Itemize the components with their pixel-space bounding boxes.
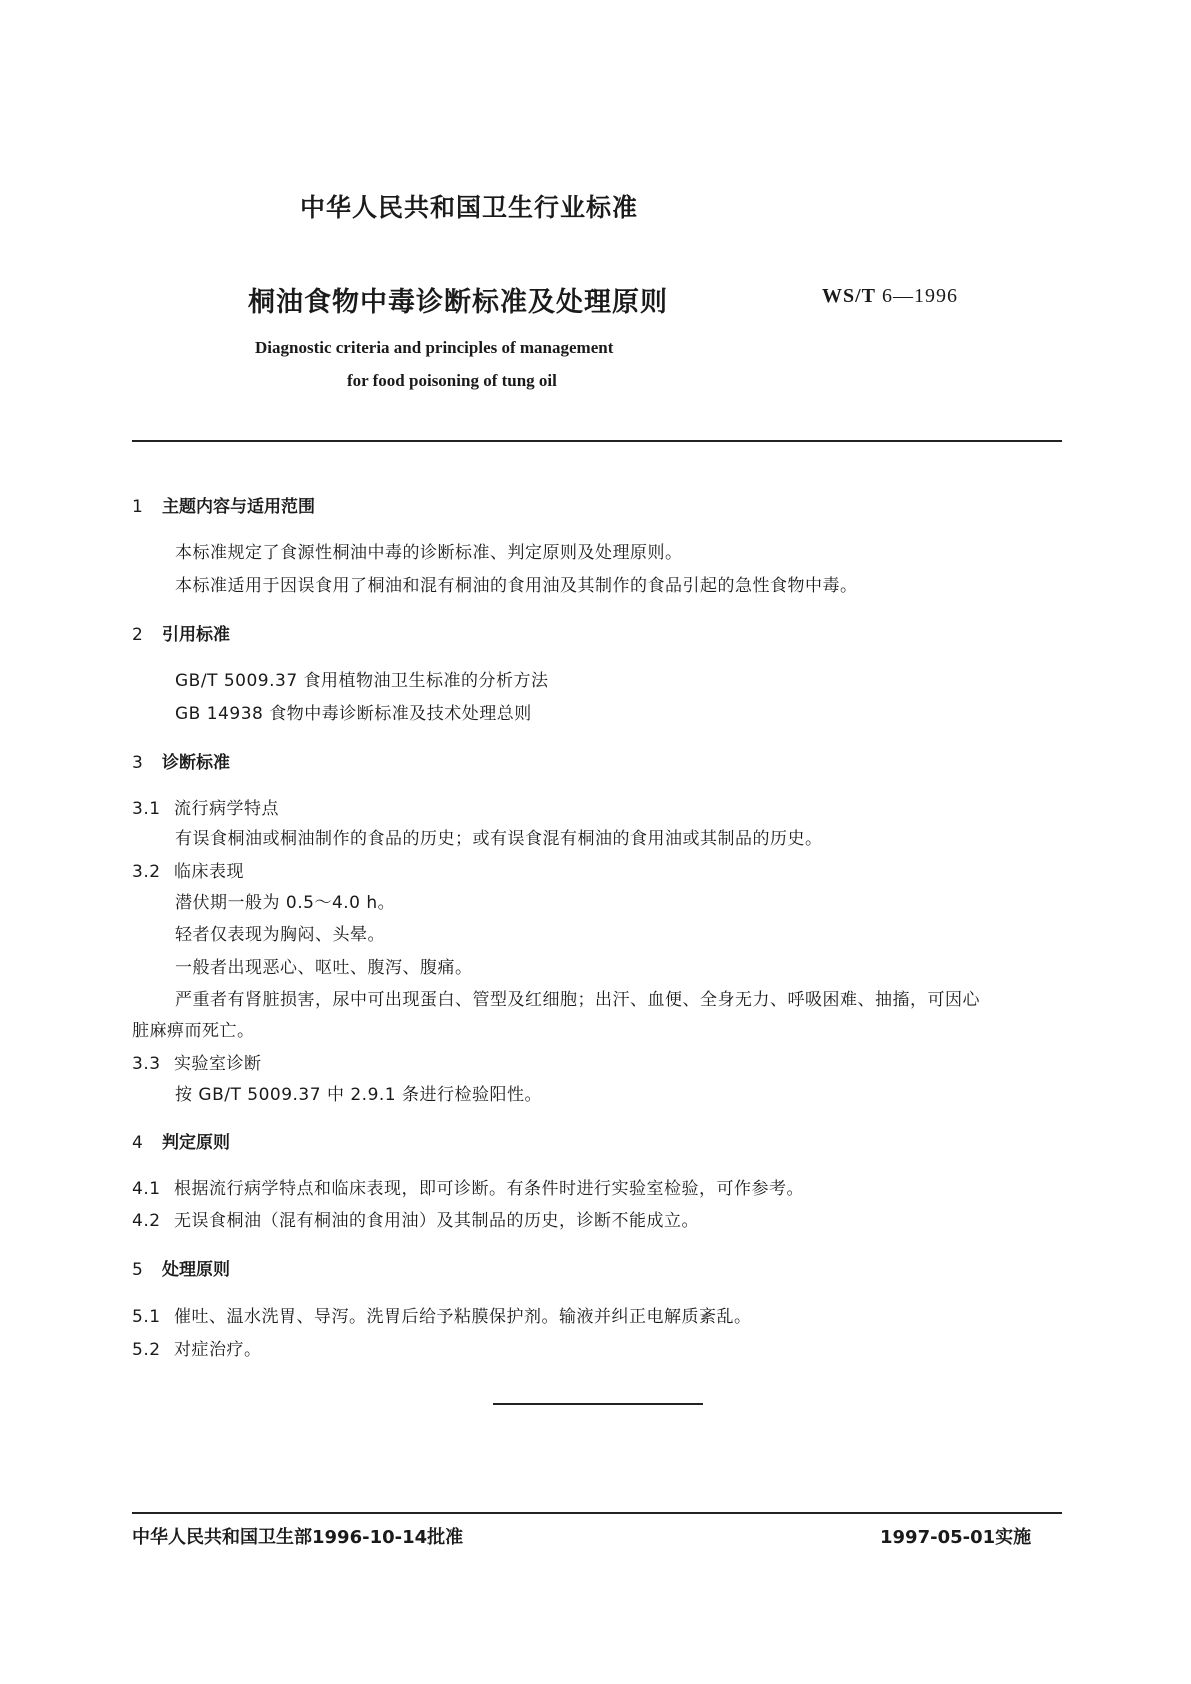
subsection-3-3-text: 按 GB/T 5009.37 中 2.9.1 条进行检验阳性。 — [175, 1085, 543, 1105]
approval-date: 中华人民共和国卫生部1996-10-14批准 — [132, 1527, 464, 1548]
clause-number: 5.2 — [132, 1340, 161, 1360]
clinical-line-4: 严重者有肾脏损害，尿中可出现蛋白、管型及红细胞；出汗、血便、全身无力、呼吸困难、抽搐，可因心 — [175, 990, 980, 1010]
clause-text: 无误食桐油（混有桐油的食用油）及其制品的历史，诊断不能成立。 — [174, 1211, 699, 1231]
clause-text: 催吐、温水洗胃、导泻。洗胃后给予粘膜保护剂。输液并纠正电解质紊乱。 — [174, 1307, 752, 1327]
clause-text: 对症治疗。 — [174, 1340, 262, 1360]
section-number: 4 — [132, 1133, 143, 1153]
document-title: 桐油食物中毒诊断标准及处理原则 — [248, 287, 668, 318]
clause-text: 根据流行病学特点和临床表现，即可诊断。有条件时进行实验室检验，可作参考。 — [174, 1179, 804, 1199]
section-title: 引用标准 — [162, 625, 230, 645]
section-title: 诊断标准 — [162, 753, 230, 773]
footer-divider — [132, 1512, 1062, 1514]
section-number: 1 — [132, 497, 143, 517]
section-title: 处理原则 — [162, 1260, 230, 1280]
clinical-line-2: 轻者仅表现为胸闷、头晕。 — [175, 925, 385, 945]
clinical-line-1: 潜伏期一般为 0.5～4.0 h。 — [175, 893, 396, 913]
clause-number: 4.1 — [132, 1179, 161, 1199]
section-1-paragraph-1: 本标准规定了食源性桐油中毒的诊断标准、判定原则及处理原则。 — [175, 543, 683, 563]
section-1-paragraph-2: 本标准适用于因误食用了桐油和混有桐油的食用油及其制作的食品引起的急性食物中毒。 — [175, 576, 858, 596]
clause-4-2 — [132, 1206, 699, 1231]
section-5-heading — [132, 1255, 230, 1280]
clause-number: 4.2 — [132, 1211, 161, 1231]
english-title-line-1: Diagnostic criteria and principles of management — [255, 338, 614, 357]
standard-number-value: 6—1996 — [882, 285, 959, 307]
reference-1: GB/T 5009.37 食用植物油卫生标准的分析方法 — [175, 671, 549, 691]
end-of-text-rule — [493, 1403, 703, 1405]
subsection-number: 3.3 — [132, 1054, 161, 1074]
subsection-3-1-text: 有误食桐油或桐油制作的食品的历史；或有误食混有桐油的食用油或其制品的历史。 — [175, 829, 823, 849]
section-number: 3 — [132, 753, 143, 773]
section-title: 主题内容与适用范围 — [162, 497, 315, 517]
clinical-line-3: 一般者出现恶心、呕吐、腹泻、腹痛。 — [175, 958, 473, 978]
header-divider — [132, 440, 1062, 442]
issuer-title: 中华人民共和国卫生行业标准 — [300, 193, 639, 222]
clause-4-1 — [132, 1174, 804, 1199]
clause-5-1 — [132, 1302, 752, 1327]
clinical-line-4-continued: 脏麻痹而死亡。 — [132, 1021, 255, 1041]
section-1-heading — [132, 492, 315, 517]
section-3-heading — [132, 748, 230, 773]
subsection-3-2-heading — [132, 857, 244, 882]
subsection-3-1-heading — [132, 794, 279, 819]
subsection-title: 实验室诊断 — [174, 1054, 262, 1074]
subsection-number: 3.1 — [132, 799, 161, 819]
clause-number: 5.1 — [132, 1307, 161, 1327]
clause-5-2 — [132, 1335, 262, 1360]
subsection-3-3-heading — [132, 1049, 262, 1074]
section-title: 判定原则 — [162, 1133, 230, 1153]
effective-date: 1997-05-01实施 — [880, 1527, 1032, 1548]
subsection-number: 3.2 — [132, 862, 161, 882]
section-2-heading — [132, 620, 230, 645]
reference-2: GB 14938 食物中毒诊断标准及技术处理总则 — [175, 704, 532, 724]
english-title-line-2: for food poisoning of tung oil — [347, 371, 557, 390]
section-number: 2 — [132, 625, 143, 645]
subsection-title: 流行病学特点 — [174, 799, 279, 819]
subsection-title: 临床表现 — [174, 862, 244, 882]
section-number: 5 — [132, 1260, 143, 1280]
standard-number — [822, 285, 958, 308]
section-4-heading — [132, 1128, 230, 1153]
standard-prefix: WS/T — [822, 285, 877, 307]
